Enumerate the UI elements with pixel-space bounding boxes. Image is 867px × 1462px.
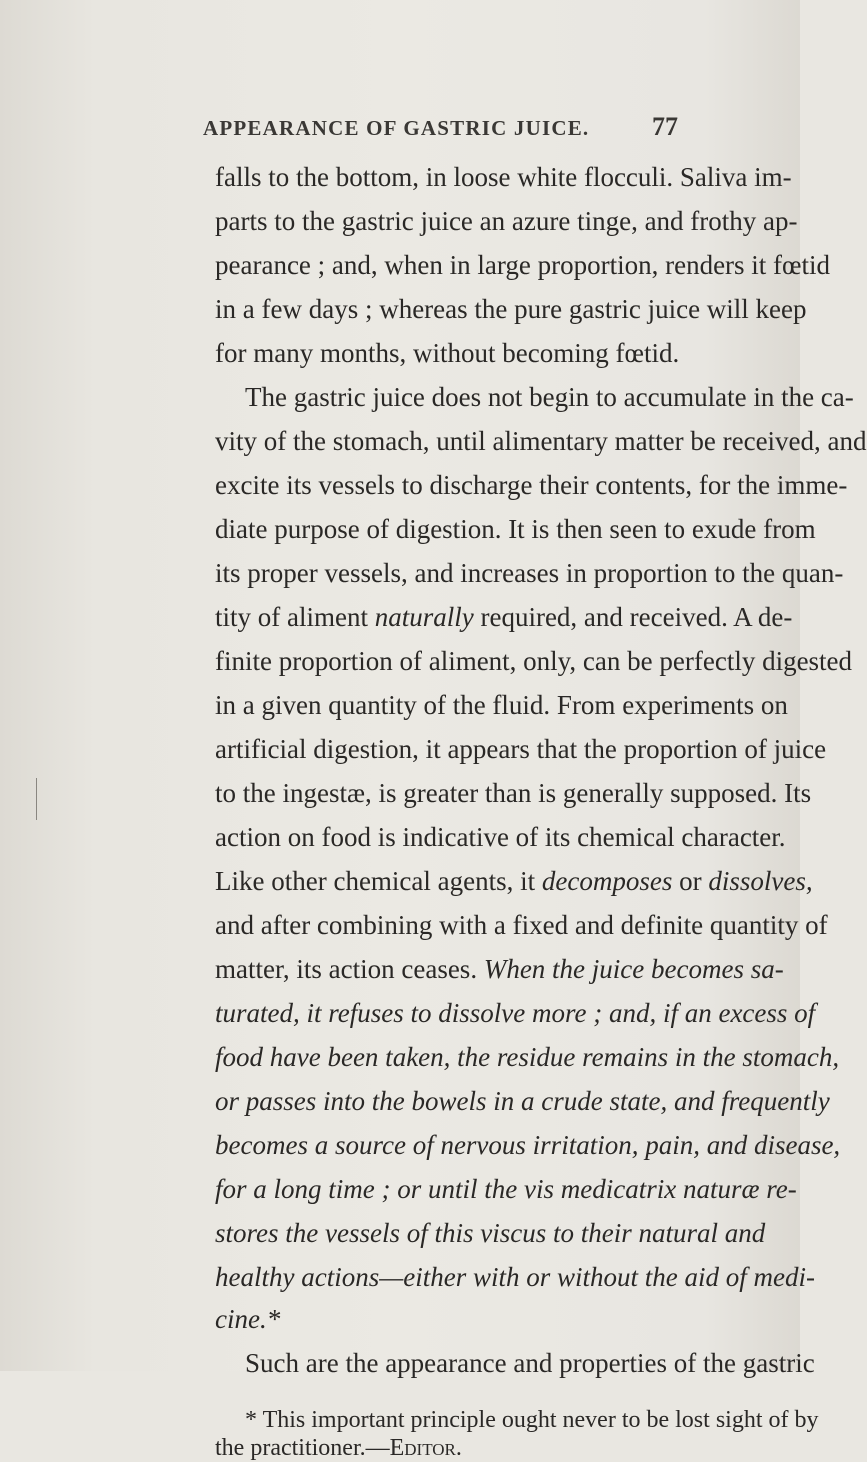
footnote-line: * This important principle ought never to be lost sight of by: [245, 1407, 819, 1433]
text-line: vity of the stomach, until alimentary matter be received, and: [215, 426, 867, 456]
text-line: excite its vessels to discharge their contents, for the imme-: [215, 470, 848, 500]
page-number: 77: [652, 112, 678, 141]
text-line: healthy actions—either with or without the aid of medi-: [215, 1262, 815, 1292]
footnote-signature: Editor.: [389, 1435, 462, 1461]
text-line: for many months, without becoming fœtid.: [215, 338, 680, 368]
text-line: falls to the bottom, in loose white flocculi. Saliva im-: [215, 162, 792, 192]
text-line: parts to the gastric juice an azure tinge, and frothy ap-: [215, 206, 798, 236]
text-line: stores the vessels of this viscus to their natural and: [215, 1218, 766, 1248]
margin-mark: [36, 778, 37, 820]
text-line: Such are the appearance and properties of the gastric: [245, 1348, 815, 1378]
running-head: APPEARANCE OF GASTRIC JUICE.: [203, 116, 590, 140]
text-line: Like other chemical agents, it decomposes or dissolves,: [215, 866, 813, 896]
text-line: becomes a source of nervous irritation, pain, and disease,: [215, 1130, 841, 1160]
text-line: artificial digestion, it appears that the proportion of juice: [215, 734, 827, 764]
text-line: for a long time ; or until the vis medicatrix naturæ re-: [215, 1174, 797, 1204]
text-line: to the ingestæ, is greater than is generally supposed. Its: [215, 778, 812, 808]
text-line: The gastric juice does not begin to accumulate in the ca-: [245, 382, 854, 412]
page-header: [0, 112, 800, 148]
text-line: turated, it refuses to dissolve more ; and, if an excess of: [215, 998, 816, 1028]
text-line: and after combining with a fixed and definite quantity of: [215, 910, 828, 940]
text-line: finite proportion of aliment, only, can be perfectly digested: [215, 646, 853, 676]
text-line: matter, its action ceases. When the juice becomes sa-: [215, 954, 784, 984]
footnote-line: [215, 1434, 462, 1462]
footnote-text: the practitioner.—: [215, 1435, 390, 1461]
text-line: in a given quantity of the fluid. From experiments on: [215, 690, 788, 720]
text-line: or passes into the bowels in a crude state, and frequently: [215, 1086, 830, 1116]
text-line: pearance ; and, when in large proportion, renders it fœtid: [215, 250, 831, 280]
text-line: its proper vessels, and increases in proportion to the quan-: [215, 558, 844, 588]
text-line: cine.*: [215, 1304, 281, 1334]
text-line: food have been taken, the residue remains in the stomach,: [215, 1042, 840, 1072]
text-line: diate purpose of digestion. It is then seen to exude from: [215, 514, 816, 544]
text-line: action on food is indicative of its chemical character.: [215, 822, 786, 852]
text-line: tity of aliment naturally required, and received. A de-: [215, 602, 793, 632]
text-line: in a few days ; whereas the pure gastric juice will keep: [215, 294, 807, 324]
